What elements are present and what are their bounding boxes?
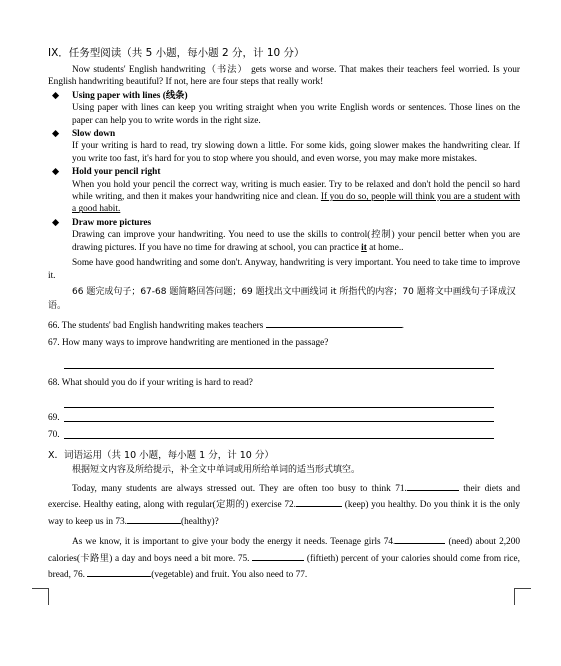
answer-line-67[interactable]	[64, 358, 494, 369]
answer-blank-72[interactable]	[296, 497, 342, 507]
section10-title: X．词语运用（共 10 小题，每小题 1 分，计 10 分）	[48, 449, 274, 461]
page-corner-mark-icon	[514, 588, 531, 605]
diamond-bullet-icon: ◆	[52, 90, 60, 101]
closing-paragraph: Some have good handwriting and some don't. Anyway, handwriting is very important. You need to take time to improve it.	[48, 258, 520, 281]
tip2-heading: ◆ Slow down	[52, 129, 116, 140]
question-70: 70.	[48, 429, 520, 441]
tip3-heading: ◆ Hold your pencil right	[52, 167, 161, 178]
diamond-bullet-icon: ◆	[52, 129, 60, 140]
tip4-body: Drawing can improve your handwriting. You need to use the skills to control(控制) your pencil better when you are drawing pictures. If you have no time for drawing at school, you can practice it at home..	[72, 230, 520, 253]
tip4-heading: ◆ Draw more pictures	[52, 217, 152, 228]
answer-blank-69[interactable]	[64, 412, 494, 422]
section10-instructions: 根据短文内容及所给提示，补全文中单词或用所给单词的适当形式填空。	[72, 464, 361, 475]
section9-title: IX．任务型阅读（共 5 小题，每小题 2 分，计 10 分）	[48, 47, 305, 59]
answer-blank-66[interactable]	[266, 318, 402, 328]
intro-paragraph: Now students' English handwriting（书法） gets worse and worse. That makes their teachers feel worried. Is your English handwriting beautiful? If not, here are four steps that really work!	[48, 65, 520, 88]
section10-paragraph-1: Today, many students are always stressed out. They are often too busy to think 71. their diets and exercise. Healthy eating, along with regular(定期的) exercise 72. (keep) you healthy. Do you think it is the only way to keep us in 73. (healthy)?	[48, 481, 520, 531]
document-content	[48, 46, 520, 584]
section9-instructions: 66 题完成句子；67-68 题简略回答问题；69 题找出文中画线词 it 所指代的内容；70 题将文中画线句子译成汉语。	[48, 286, 516, 311]
underlined-sentence: If you do so, people will think you are a student with a good habit.	[72, 192, 520, 215]
tip1-heading: ◆ Using paper with lines (线条)	[52, 90, 188, 101]
answer-blank-76[interactable]	[87, 567, 151, 577]
answer-blank-74[interactable]	[395, 534, 445, 544]
answer-blank-75[interactable]	[252, 551, 304, 561]
answer-line-68[interactable]	[64, 397, 494, 408]
diamond-bullet-icon: ◆	[52, 167, 60, 178]
diamond-bullet-icon: ◆	[52, 217, 60, 228]
question-66: 66. The students' bad English handwriting makes teachers .	[48, 318, 520, 332]
tip1-body: Using paper with lines can keep you writing straight when you write English words or sentences. Those lines on the paper can help you to write words in the right size.	[72, 103, 520, 126]
underlined-it: it	[361, 242, 367, 253]
question-67: 67. How many ways to improve handwriting are mentioned in the passage?	[48, 338, 329, 349]
question-68: 68. What should you do if your writing is hard to read?	[48, 377, 253, 388]
page-corner-mark-icon	[32, 588, 49, 605]
answer-blank-71[interactable]	[407, 481, 459, 491]
answer-blank-70[interactable]	[64, 429, 494, 439]
section10-paragraph-2: As we know, it is important to give your body the energy it needs. Teenage girls 74. (need) about 2,200 calories(卡路里) a day and boys need a bit more. 75. (fiftieth) percent of your calories should come from rice, bread, 76. (vegetable) and fruit. You also need to 77.	[48, 534, 520, 584]
question-69: 69.	[48, 412, 520, 424]
tip2-body: If your writing is hard to read, try slowing down a little. For some kids, going slower makes the handwriting clear. If you write too fast, it's hard for you to stop where you should, and even worse, you may make more mistakes.	[72, 141, 520, 164]
answer-blank-73[interactable]	[127, 514, 181, 524]
tip3-body: When you hold your pencil the correct way, writing is much easier. Try to be relaxed and don't hold the pencil so hard while writing, and then it makes your handwriting nice and clean. If you do so, people will think you are a student with a good habit.	[72, 179, 520, 215]
